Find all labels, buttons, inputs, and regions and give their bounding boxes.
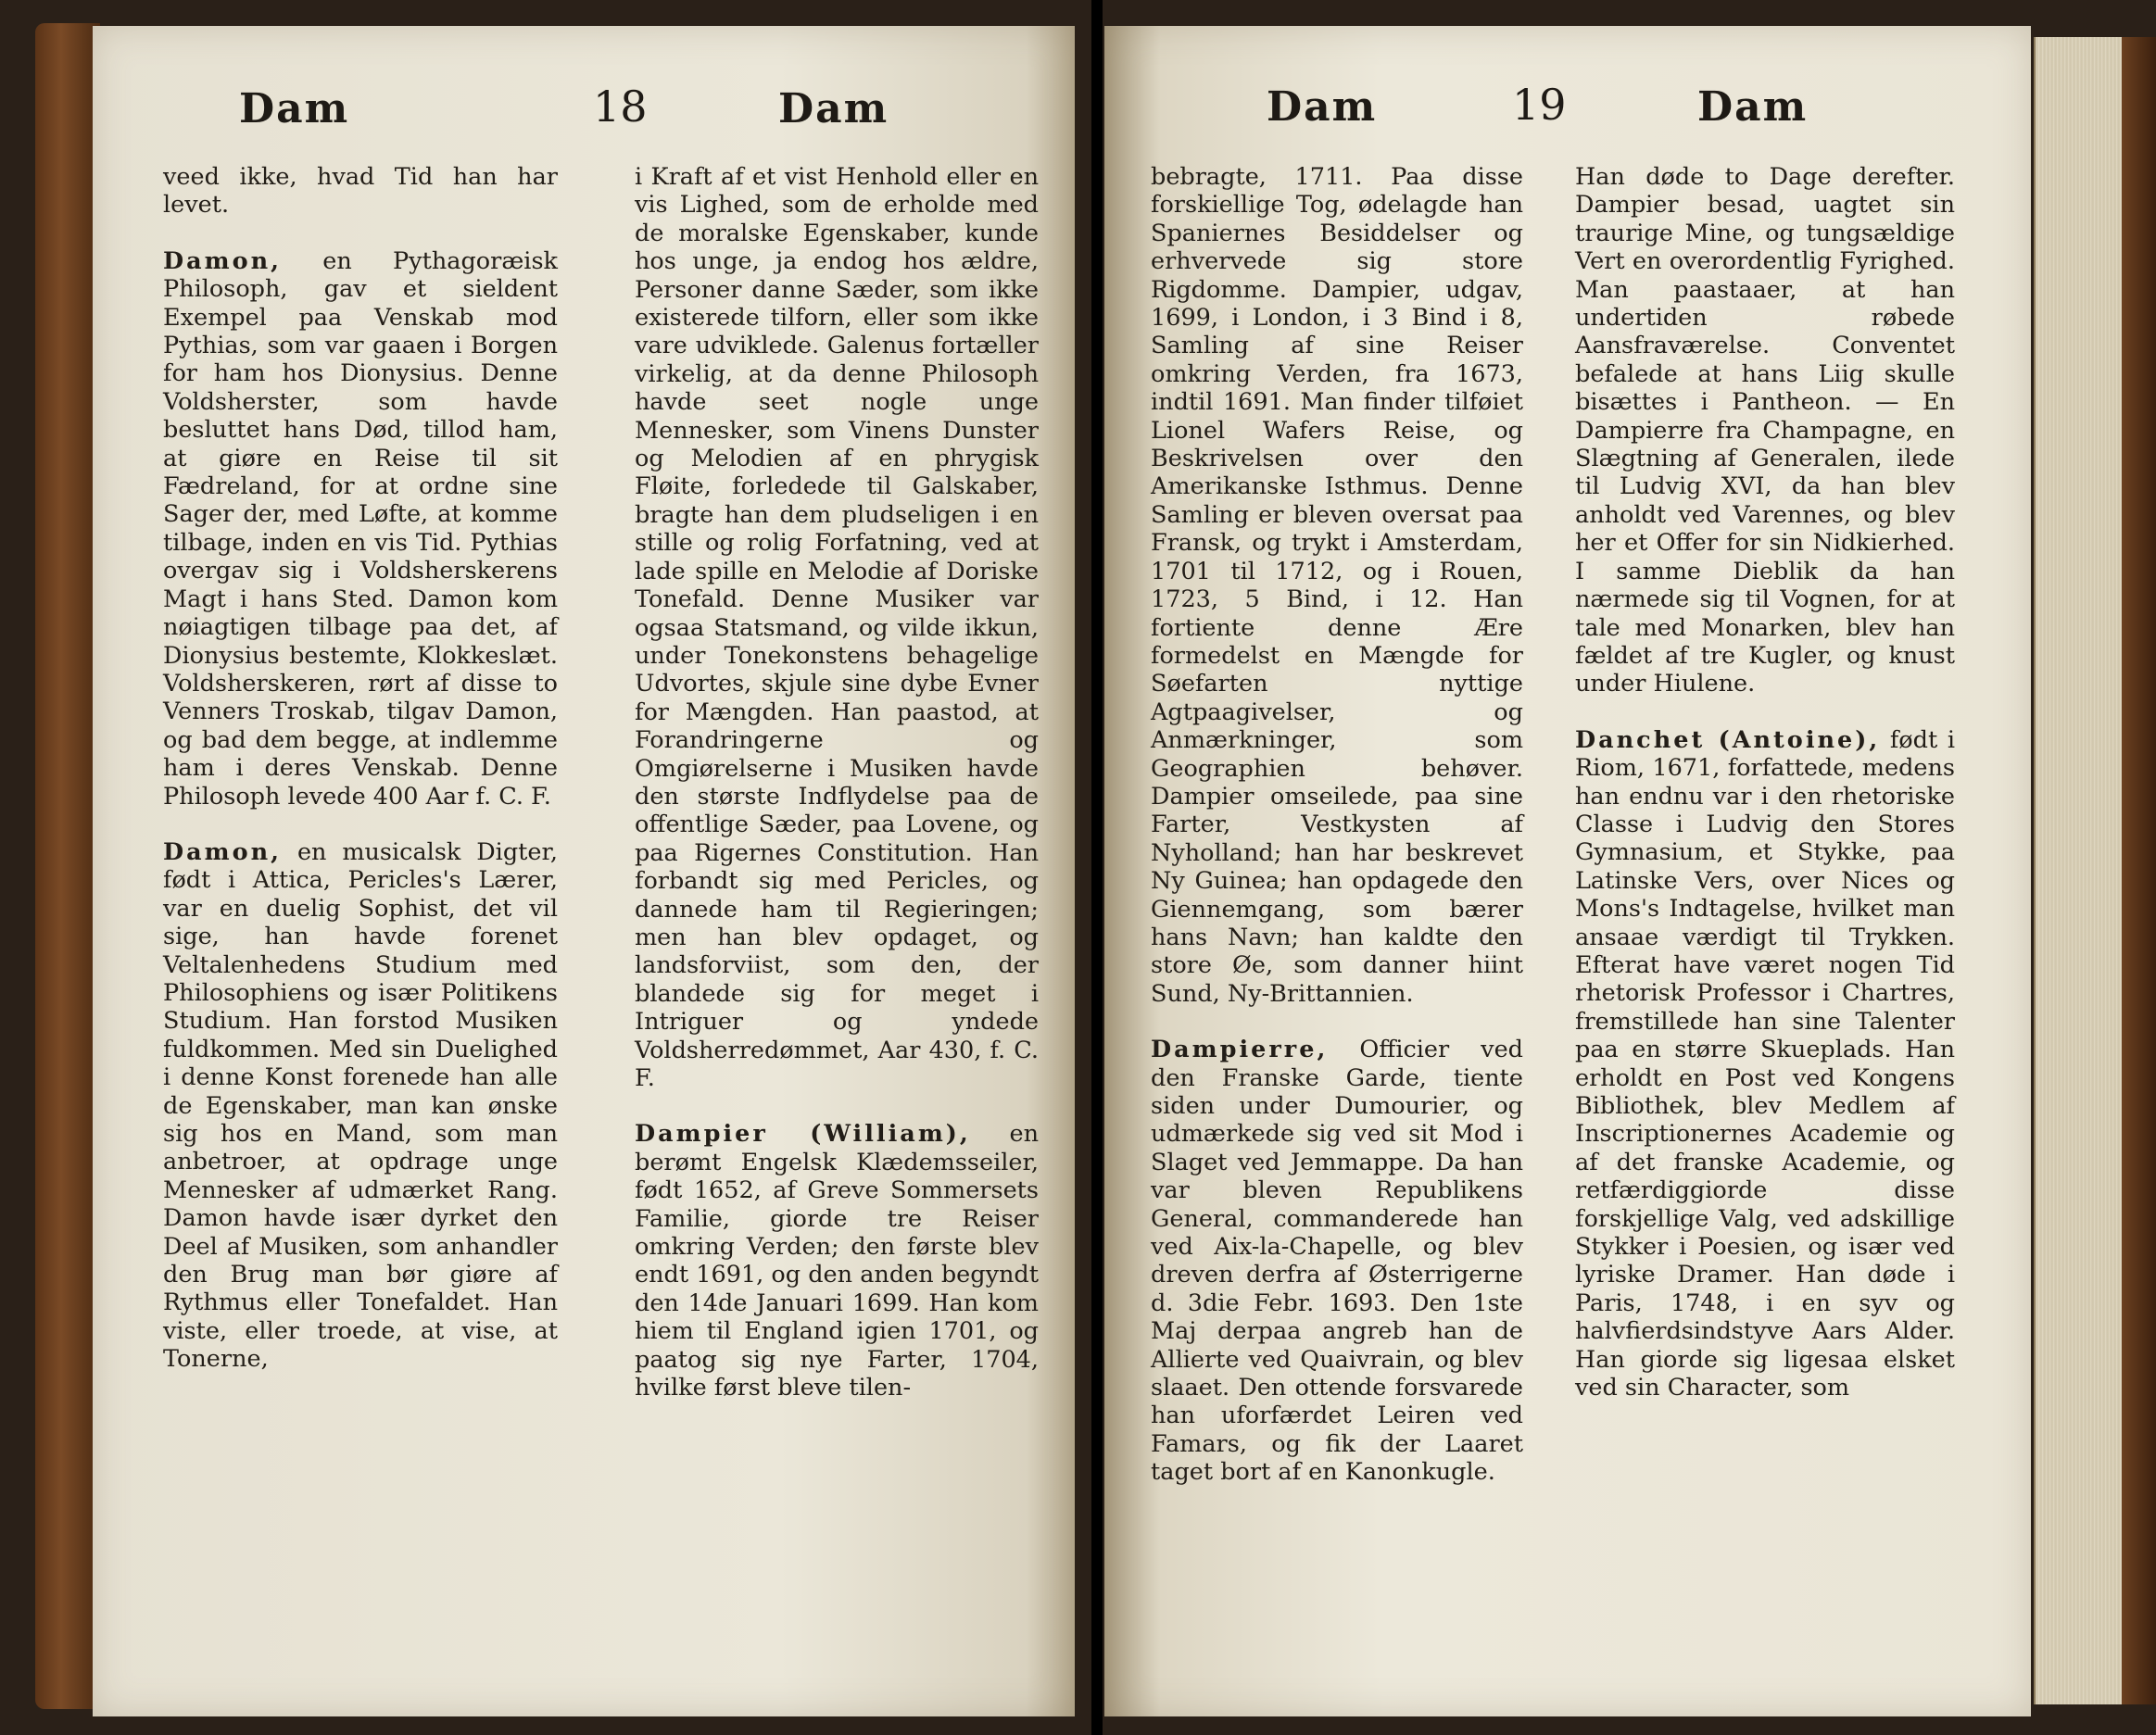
right-page-column-2 bbox=[1575, 163, 1955, 1429]
left-page-column-2 bbox=[635, 163, 1039, 1429]
entry-dampier-continued: bebragte, 1711. Paa disse forskiellige Tog, ødelagde han Spaniernes Besiddelser og erhvervede sig store Rigdomme. Dampier, udgav, 1699, i London, i 3 Bind i 8, Samling af sine Reiser omkring Verden, fra 1673, indtil 1691. Man finder tilføiet Lionel Wafers Reise, og Beskrivelsen over den Amerikanske Isthmus. Denne Samling er bleven oversat paa Fransk, og trykt i Amsterdam, 1701 til 1712, og i Rouen, 1723, 5 Bind, i 12. Han fortiente denne Ære formedelst en Mængde for Søefarten nyttige Agtpaagivelser, og Anmærkninger, som Geographien behøver. Dampier omseilede, paa sine Farter, Vestkysten af Nyholland; han har beskrevet Ny Guinea; han opdagede den Giennemgang, som bærer hans Navn; han kaldte den store Øe, som danner hiint Sund, Ny-Brittannien. bbox=[1151, 163, 1523, 1008]
entry-danchet-antoine: Danchet (Antoine), født i Riom, 1671, forfattede, medens han endnu var i den rhetoriske Classe i Ludvig den Stores Gymnasium, et Stykke, paa Latinske Vers, over Nices og Mons's Indtagelse, hvilket man ansaae værdigt til Trykken. Efterat have været nogen Tid rhetorisk Professor i Chartres, fremstillede han sine Talenter paa en større Skueplads. Han erholdt en Post ved Kongens Bibliothek, blev Medlem af Inscriptionernes Academie og af det franske Academie, og retfærdiggiorde disse forskjellige Valg, ved adskillige Stykker i Poesien, og især ved lyriske Dramer. Han døde i Paris, 1748, i en syv og halvfierdsindstyve Aars Alder. Han giorde sig ligesaa elsket ved sin Character, som bbox=[1575, 725, 1956, 1402]
entry-damon-musician-continued: i Kraft af et vist Henhold eller en vis Lighed, som de erholde med de moralske Egenskaber, kunde hos unge, ja endog hos ældre, Personer danne Sæder, som ikke existerede tilforn, eller som ikke vare udviklede. Galenus fortæller virkelig, at da denne Philosoph havde seet nogle unge Mennesker, som Vinens Dunster og Melodien af en phrygisk Fløite, forledede til Galskaber, bragte han dem pludseligen i en stille og rolig Forfatning, ved at lade spille en Melodie af Doriske Tonefald. Denne Musiker var ogsaa Statsmand, og vilde ikkun, under Tonekonstens behagelige Udvortes, skjule sine dybe Evner for Mængden. Han paastod, at Forandringerne og Omgiørelserne i Musiken havde den største Indflydelse paa de offentlige Sæder, paa Lovene, og paa Rigernes Constitution. Han forbandt sig med Pericles, og dannede ham til Regieringen; men han blev opdaget, og landsforviist, som den, der blandede sig for meget i Intriguer og yndede Voldsherredømmet, Aar 430, f. C. F. bbox=[635, 163, 1039, 1092]
left-page bbox=[93, 26, 1075, 1716]
book-cover-left bbox=[35, 23, 100, 1709]
right-page-column-1 bbox=[1151, 163, 1523, 1515]
entry-damon-musician: Damon, en musicalsk Digter, født i Attica, Pericles's Lærer, var en duelig Sophist, det vil sige, han havde forenet Veltalenhedens Studium med Philosophiens og især Politikens Studium. Han forstod Musiken fuldkommen. Med sin Duelighed i denne Konst forenede han alle de Egenskaber, man kan ønske sig hos en Mand, som man anbetroer, at opdrage unge Mennesker af udmærket Rang. Damon havde især dyrket den Deel af Musiken, som anhandler den Brug man bør giøre af Rythmus eller Tonefaldet. Han viste, eller troede, at vise, at Tonerne, bbox=[163, 837, 558, 1374]
image-divider bbox=[1091, 0, 1103, 1735]
right-page bbox=[1104, 26, 2031, 1716]
entry-dampierre: Dampierre, Officier ved den Franske Garde, tiente siden under Dumourier, og udmærkede sig ved sit Mod i Slaget ved Jemmappe. Da han var bleven Republikens General, commanderede han ved Aix-la-Chapelle, og blev dreven derfra af Østerrigerne d. 3die Febr. 1693. Den 1ste Maj derpaa angreb han de Allierte ved Quaivrain, og blev slaaet. Den ottende forsvarede han uforfærdet Leiren ved Famars, og fik der Laaret taget bort af en Kanonkugle. bbox=[1151, 1036, 1523, 1487]
book-cover-right bbox=[2122, 37, 2156, 1704]
entry-continuation: veed ikke, hvad Tid han har levet. bbox=[163, 163, 558, 220]
right-page-number: 19 bbox=[1512, 80, 1567, 130]
right-page-header-right: Dam bbox=[1697, 83, 1809, 131]
entry-damon-philosopher: Damon, en Pythagoræisk Philosoph, gav et sieldent Exempel paa Venskab mod Pythias, som var gaaen i Borgen for ham hos Dionysius. Denne Voldsherster, som havde besluttet hans Død, tillod ham, at giøre en Reise til sit Fædreland, for at ordne sine Sager der, med Løfte, at komme tilbage, inden en vis Tid. Pythias overgav sig i Voldsherskerens Magt i hans Sted. Damon kom nøiagtigen tilbage paa det, af Dionysius bestemte, Klokkeslæt. Voldsherskeren, rørt af disse to Venners Troskab, tilgav Damon, og bad dem begge, at indlemme ham i deres Venskab. Denne Philosoph levede 400 Aar f. C. F. bbox=[163, 246, 558, 811]
left-page-header-right: Dam bbox=[778, 85, 889, 132]
right-page-header-left: Dam bbox=[1267, 83, 1378, 131]
left-page-header-left: Dam bbox=[239, 85, 350, 132]
entry-dampier-william: Dampier (William), en berømt Engelsk Klædemsseiler, født 1652, af Greve Sommersets Familie, giorde tre Reiser omkring Verden; den første blev endt 1691, og den anden begyndt den 14de Januari 1699. Han kom hiem til England igien 1701, og paatog sig nye Farter, 1704, hvilke først bleve tilen- bbox=[635, 1120, 1039, 1402]
left-page-column-1 bbox=[163, 163, 558, 1402]
left-page-number: 18 bbox=[593, 82, 648, 132]
entry-dampierre-continued: Han døde to Dage derefter. Dampier besad, uagtet sin traurige Mine, og tungsældige Vert en overordentlig Fyrighed. Man paastaaer, at han undertiden røbede Aansfraværelse. Conventet befalede at hans Liig skulle bisættes i Pantheon. — En Dampierre fra Champagne, en Slægtning af Generalen, ilede til Ludvig XVI, da han blev anholdt ved Varennes, og blev her et Offer for sin Nidkierhed. I samme Dieblik da han nærmede sig til Vognen, for at tale med Monarken, blev han fældet af tre Kugler, og knust under Hiulene. bbox=[1575, 163, 1955, 698]
